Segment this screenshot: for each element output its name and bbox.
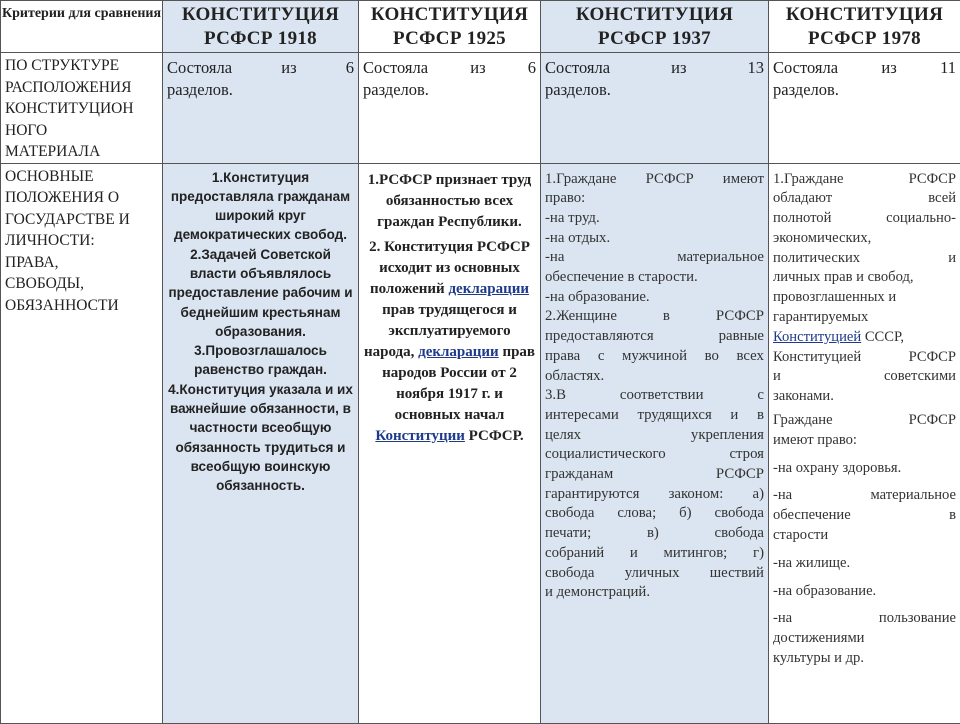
header-1937: КОНСТИТУЦИЯ РСФСР 1937 xyxy=(541,1,769,53)
provision-item: 1.РСФСР признает труд обязанностью всех граждан Республики. xyxy=(363,170,536,233)
main-provisions-row xyxy=(1,163,960,723)
provisions-1918 xyxy=(163,163,359,723)
header-1978: КОНСТИТУЦИЯ РСФСР 1978 xyxy=(769,1,960,53)
provision-item: 1.Конституция предоставляла гражданам широкий круг демократических свобод. xyxy=(166,168,355,245)
criteria-header: Критерии для сравнения xyxy=(1,1,163,53)
provisions-1937: 1.Граждане РСФСР имеют право: -на труд. -на отдых. -на материальное обеспечение в старости. -на образование. 2.Женщине в РСФСР предоставляются равные права с мужчиной во всех областях. 3.В соответствии с интересами трудящихся и в целях укрепления социалистического строя гражданам РСФСР гарантируются законом: а) свобода слова; б) свобода печати; в) свобода собраний и митингов; г) свобода уличных шествий и демонстраций. xyxy=(541,163,769,723)
header-row xyxy=(1,1,960,53)
provisions-1978: 1.Граждане РСФСР обладают всей полнотой социально- экономических, политических и личных прав и свобод, провозглашенных и гарантируемых Конституцией СССР, Конституцией РСФСР и советскими законами. Граждане РСФСР имеют право: -на охрану здоровья. -на материальное обеспечение в старости -на жилище. -на образование. -на пользование достижениями культуры и др. xyxy=(769,163,960,723)
provision-item: 2. Конституция РСФСР исходит из основных положений декларации прав трудящегося и эксплуатируемого народа, декларации прав народов России от 2 ноября 1917 г. и основных начал Конституции РСФСР. xyxy=(363,237,536,447)
structure-1918: Состояла из 6 разделов. xyxy=(163,53,359,164)
provision-item: 4.Конституция указала и их важнейшие обязанности, в частности всеобщую обязанность трудиться и всеобщую воинскую обязанность. xyxy=(166,380,355,496)
constitution-link[interactable]: Конституции xyxy=(375,428,465,444)
structure-1937: Состояла из 13 разделов. xyxy=(541,53,769,164)
constitution-ussr-link[interactable]: Конституцией xyxy=(773,329,861,345)
structure-1925: Состояла из 6 разделов. xyxy=(359,53,541,164)
provisions-label: ОСНОВНЫЕ ПОЛОЖЕНИЯ О ГОСУДАРСТВЕ И ЛИЧНОСТИ: ПРАВА, СВОБОДЫ, ОБЯЗАННОСТИ xyxy=(1,163,163,723)
declaration-link[interactable]: декларации xyxy=(448,281,529,297)
header-1925: КОНСТИТУЦИЯ РСФСР 1925 xyxy=(359,1,541,53)
structure-row xyxy=(1,53,960,164)
structure-1978: Состояла из 11 разделов. xyxy=(769,53,960,164)
provisions-1925 xyxy=(359,163,541,723)
provision-item: 2.Задачей Советской власти объявлялось предоставление рабочим и беднейшим крестьянам образования. xyxy=(166,245,355,341)
structure-label: ПО СТРУКТУРЕ РАСПОЛОЖЕНИЯ КОНСТИТУЦИОН НОГО МАТЕРИАЛА xyxy=(1,53,163,164)
header-1918: КОНСТИТУЦИЯ РСФСР 1918 xyxy=(163,1,359,53)
declaration-link[interactable]: декларации xyxy=(418,344,499,360)
provision-item: 3.Провозглашалось равенство граждан. xyxy=(166,341,355,380)
